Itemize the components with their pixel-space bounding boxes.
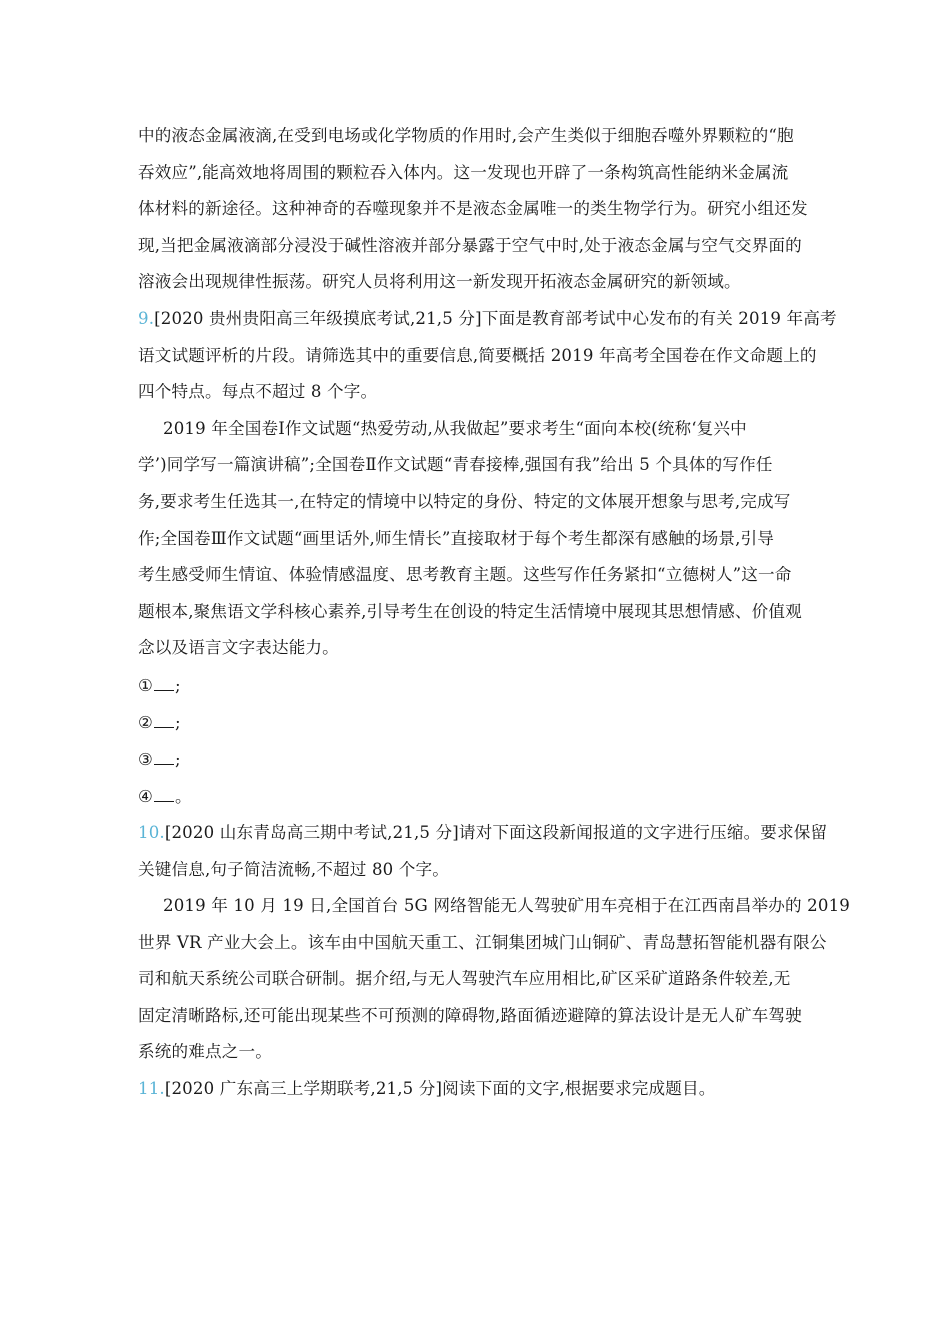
answer-blank[interactable] xyxy=(154,705,174,728)
passage-top xyxy=(138,118,814,301)
passage-line: 念以及语言文字表达能力。 xyxy=(138,638,339,658)
question-11-line xyxy=(138,1071,814,1108)
passage-line: 务,要求考生任选其一,在特定的情境中以特定的身份、特定的文体展开想象与思考,完成写 xyxy=(138,491,791,511)
answer-end: ; xyxy=(175,749,181,769)
answer-marker: ① xyxy=(138,675,154,695)
passage-line: 体材料的新途径。这种神奇的吞噬现象并不是液态金属唯一的类生物学行为。研究小组还发 xyxy=(138,199,808,219)
answer-item xyxy=(138,741,814,778)
answer-item xyxy=(138,778,814,815)
answer-end: 。 xyxy=(175,786,192,806)
question-number: 10. xyxy=(138,822,165,842)
passage-line: 考生感受师生情谊、体验情感温度、思考教育主题。这些写作任务紧扣“立德树人”这一命 xyxy=(138,565,792,585)
answer-blank[interactable] xyxy=(154,779,174,802)
passage-line: 学’)同学写一篇演讲稿”;全国卷Ⅱ作文试题“青春接棒,强国有我”给出 5 个具体的写作任 xyxy=(138,455,773,475)
question-number: 9. xyxy=(138,308,155,328)
answer-item xyxy=(138,704,814,741)
question-10-line xyxy=(138,815,828,852)
answer-list xyxy=(138,667,814,815)
question-9 xyxy=(138,301,837,815)
question-10-passage xyxy=(138,888,850,1071)
passage-line: 世界 VR 产业大会上。该车由中国航天重工、江铜集团城门山铜矿、青岛慧拓智能机器有限公 xyxy=(138,932,827,952)
passage-line: 系统的难点之一。 xyxy=(138,1042,272,1062)
passage-line: 题根本,聚焦语文学科核心素养,引导考生在创设的特定生活情境中展现其思想情感、价值观 xyxy=(138,601,802,621)
passage-line: 溶液会出现规律性振荡。研究人员将利用这一新发现开拓液态金属研究的新领域。 xyxy=(138,272,741,292)
passage-line: 中的液态金属液滴,在受到电场或化学物质的作用时,会产生类似于细胞吞噬外界颗粒的“胞 xyxy=(138,126,794,145)
answer-end: ; xyxy=(175,675,181,695)
passage-line: 吞效应”,能高效地将周围的颗粒吞入体内。这一发现也开辟了一条构筑高性能纳米金属流 xyxy=(138,162,789,182)
passage-line: 2019 年全国卷Ⅰ作文试题“热爱劳动,从我做起”要求考生“面向本校(统称‘复兴中 xyxy=(163,418,747,438)
passage-line: 2019 年 10 月 19 日,全国首台 5G 网络智能无人驾驶矿用车亮相于在江西南昌举办的 2019 xyxy=(163,896,850,916)
question-number: 11. xyxy=(138,1079,165,1099)
passage-line: 司和航天系统公司联合研制。据介绍,与无人驾驶汽车应用相比,矿区采矿道路条件较差,无 xyxy=(138,969,791,989)
answer-item xyxy=(138,667,814,704)
question-10-line: 关键信息,句子简洁流畅,不超过 80 个字。 xyxy=(138,859,450,879)
answer-blank[interactable] xyxy=(154,668,174,691)
answer-marker: ② xyxy=(138,712,154,732)
question-10 xyxy=(138,815,850,1071)
document-page xyxy=(138,118,850,1108)
question-9-line xyxy=(138,301,837,338)
answer-blank[interactable] xyxy=(154,742,174,765)
question-11 xyxy=(138,1071,814,1108)
passage-line: 固定清晰路标,还可能出现某些不可预测的障碍物,路面循迹避障的算法设计是无人矿车驾驶 xyxy=(138,1005,802,1025)
answer-end: ; xyxy=(175,712,181,732)
question-text: [2020 贵州贵阳高三年级摸底考试,21,5 分]下面是教育部考试中心发布的有关 2019 年高考 xyxy=(154,308,837,328)
question-9-line: 四个特点。每点不超过 8 个字。 xyxy=(138,382,378,402)
question-text: [2020 广东高三上学期联考,21,5 分]阅读下面的文字,根据要求完成题目。 xyxy=(164,1079,716,1099)
question-text: [2020 山东青岛高三期中考试,21,5 分]请对下面这段新闻报道的文字进行压缩。要求保留 xyxy=(164,822,828,842)
question-9-line: 语文试题评析的片段。请筛选其中的重要信息,简要概括 2019 年高考全国卷在作文命题上的 xyxy=(138,345,817,365)
answer-marker: ④ xyxy=(138,786,154,806)
question-9-passage xyxy=(138,411,814,667)
passage-line: 现,当把金属液滴部分浸没于碱性溶液并部分暴露于空气中时,处于液态金属与空气交界面的 xyxy=(138,235,802,255)
answer-marker: ③ xyxy=(138,749,154,769)
passage-line: 作;全国卷Ⅲ作文试题“画里话外,师生情长”直接取材于每个考生都深有感触的场景,引导 xyxy=(138,528,775,548)
